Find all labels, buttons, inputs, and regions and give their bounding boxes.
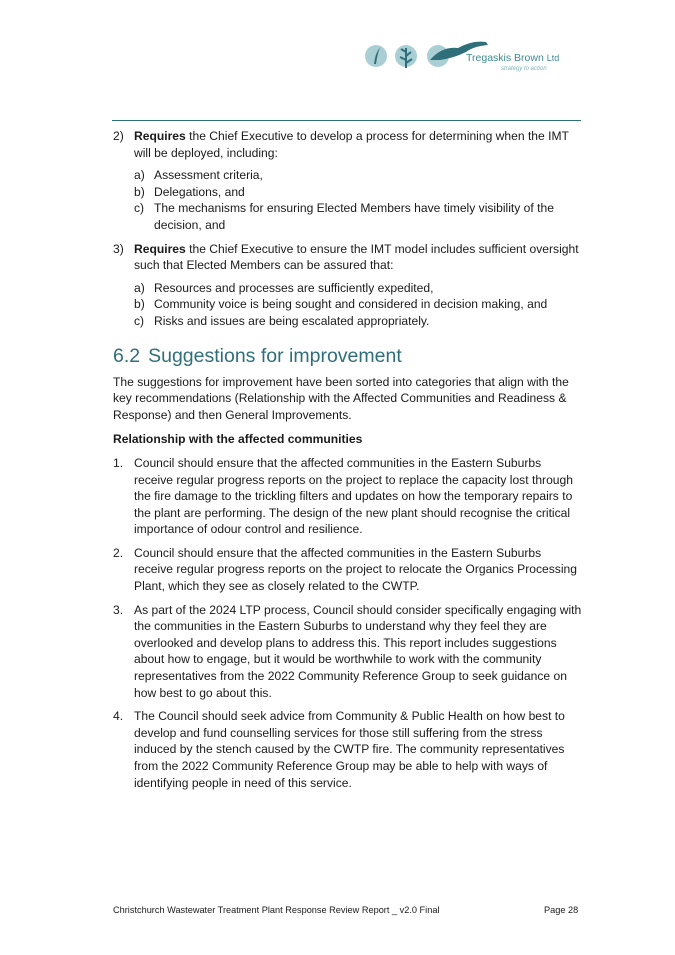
sub-item <box>134 167 583 184</box>
suggestion-text: Council should ensure that the affected communities in the Eastern Suburbs receive regular progress reports on the project to relocate the Organics Processing Plant, which they see as closely related to the CWTP. <box>134 545 577 594</box>
item-number: 3) <box>113 241 124 256</box>
recommendation-item <box>113 241 583 274</box>
section-heading <box>113 344 583 368</box>
suggestion-item <box>113 602 583 702</box>
item-text: the Chief Executive to develop a process for determining when the IMT will be deployed, including: <box>134 129 569 160</box>
sub-item-letter: a) <box>134 280 145 295</box>
item-text: the Chief Executive to ensure the IMT model includes sufficient oversight such that Elected Members can be assured that: <box>134 241 579 273</box>
main-content <box>113 128 583 798</box>
subheading: Relationship with the affected communities <box>113 432 363 447</box>
section-title: Suggestions for improvement <box>148 344 402 367</box>
sub-item <box>134 200 583 233</box>
sub-item <box>134 184 583 201</box>
sub-item-text: Community voice is being sought and considered in decision making, and <box>154 297 548 312</box>
suggestion-number: 1. <box>113 455 124 470</box>
recommendation-item <box>113 128 583 161</box>
suggestion-text: The Council should seek advice from Community & Public Health on how best to develop and fund counselling services for those still suffering from the stress induced by the stench caused by the CWTP fire. The community representatives from the 2022 Community Reference Group may be able to help with ways of identifying people in need of this service. <box>134 709 565 790</box>
sub-item-letter: c) <box>134 313 145 328</box>
section-intro: The suggestions for improvement have been sorted into categories that align with the key recommendations (Relationship with the Affected Communities and Readiness & Response) and then General Improvements. <box>113 374 569 422</box>
sub-item-letter: b) <box>134 184 145 199</box>
suggestion-item <box>113 455 583 538</box>
sub-item-text: Assessment criteria, <box>154 168 263 183</box>
item-keyword: Requires <box>134 129 186 143</box>
sub-item-text: Resources and processes are sufficiently expedited, <box>154 280 434 295</box>
header-divider <box>112 120 581 121</box>
sub-list <box>134 280 583 330</box>
suggestion-text: Council should ensure that the affected communities in the Eastern Suburbs receive regular progress reports on the project to replace the capacity lost through the fire damage to the trickling filters and updates on how the temporary repairs to the plant are performing. The design of the new plant should recognise the critical importance of odour control and resilience. <box>134 455 573 537</box>
sub-item-text: Delegations, and <box>154 184 245 199</box>
logo-tagline: strategy to action <box>501 66 547 72</box>
sub-item <box>134 313 583 330</box>
item-keyword: Requires <box>134 241 186 256</box>
item-number: 2) <box>113 129 124 143</box>
suggestion-number: 4. <box>113 709 124 724</box>
suggestion-list <box>113 455 583 791</box>
sub-item-letter: b) <box>134 297 145 312</box>
suggestion-item <box>113 545 583 595</box>
logo-name: Tregaskis Brown Ltd <box>466 52 560 64</box>
sub-item <box>134 296 583 313</box>
footer-report-title: Christchurch Wastewater Treatment Plant Response Review Report _ v2.0 Final <box>113 905 440 915</box>
footer-page-number: Page 28 <box>544 905 579 915</box>
sub-item-text: Risks and issues are being escalated appropriately. <box>154 313 430 328</box>
sub-item-text: The mechanisms for ensuring Elected Members have timely visibility of the decision, and <box>154 201 554 232</box>
suggestion-number: 3. <box>113 602 124 617</box>
suggestion-text: As part of the 2024 LTP process, Council should consider specifically engaging with the communities in the Eastern Suburbs to understand why they feel they are overlooked and develop plans to address this. This report includes suggestions about how to engage, but it would be worthwhile to work with the community representatives from the 2022 Community Reference Group to seek guidance on how best to go about this. <box>134 602 582 700</box>
suggestion-item <box>113 708 583 791</box>
suggestion-number: 2. <box>113 545 124 560</box>
sub-list <box>134 167 583 233</box>
sub-item-letter: c) <box>134 201 145 216</box>
sub-item-letter: a) <box>134 168 145 183</box>
section-number: 6.2 <box>113 344 141 367</box>
sub-item <box>134 280 583 297</box>
